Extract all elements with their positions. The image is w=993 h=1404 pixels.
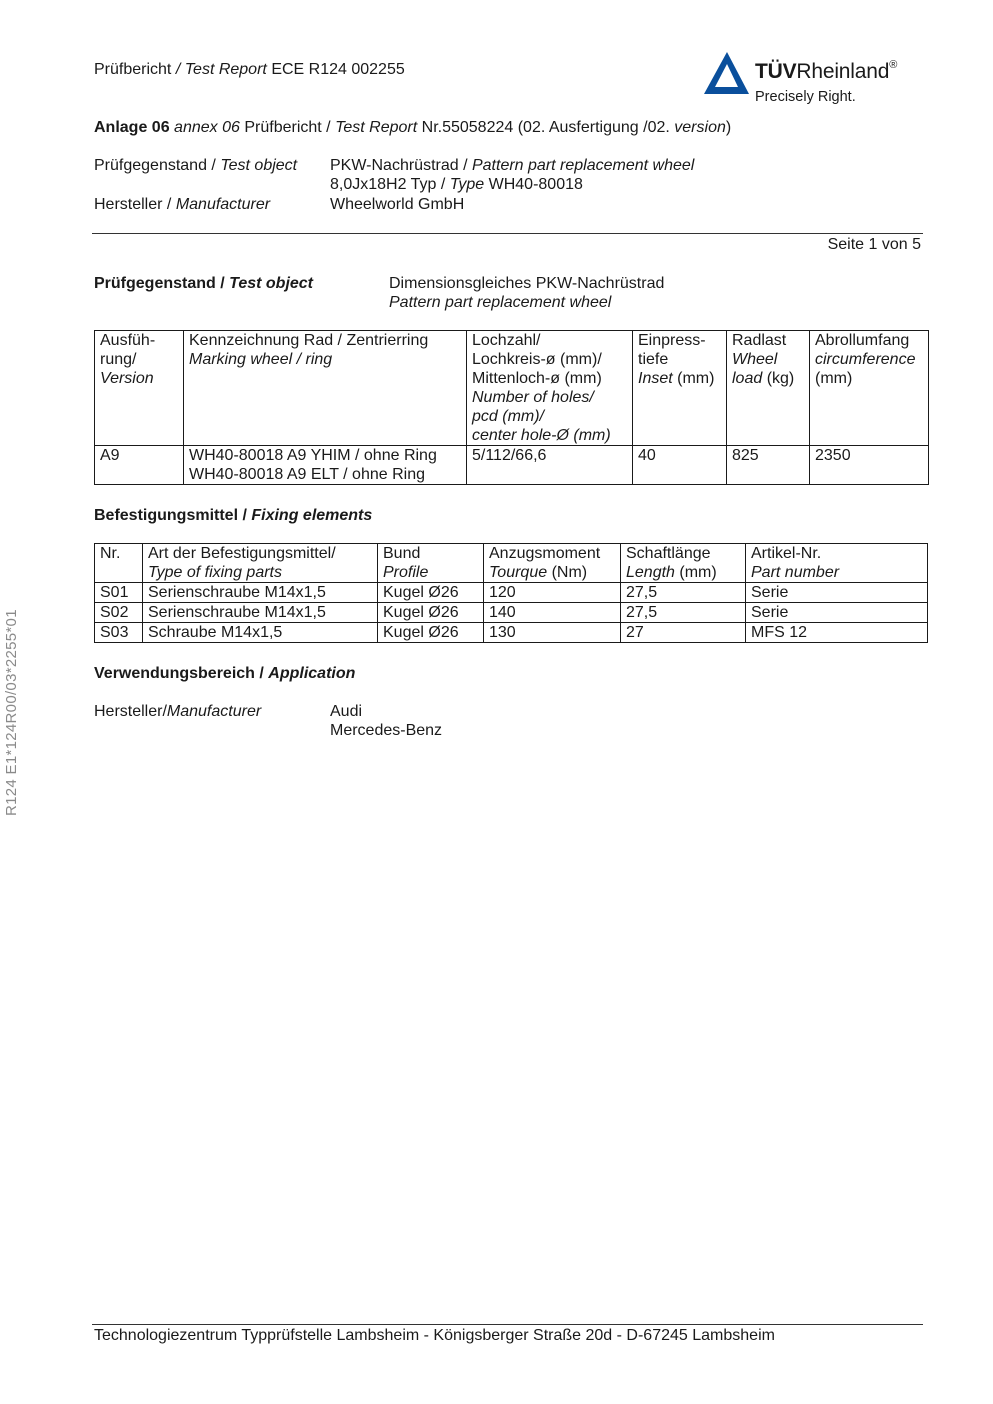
cell-length: 27,5 xyxy=(621,603,746,623)
col-header-length xyxy=(621,544,746,583)
cell-profile: Kugel Ø26 xyxy=(378,583,484,603)
test-object-label-de: Prüfgegenstand / xyxy=(94,157,216,174)
col-header-load-unit: (kg) xyxy=(766,370,795,387)
col-header-part-en: Part number xyxy=(751,564,840,581)
report-separator: / xyxy=(175,61,181,78)
col-header-holes-de3: Mittenloch-ø (mm) xyxy=(472,370,602,387)
col-header-length-en: Length xyxy=(626,564,675,581)
col-header-holes-en3: center hole-Ø (mm) xyxy=(472,427,611,444)
table-row xyxy=(95,603,928,623)
tuv-triangle-icon xyxy=(703,50,751,96)
fixing-table xyxy=(94,543,928,643)
col-header-holes-de1: Lochzahl/ xyxy=(472,332,541,349)
col-header-type xyxy=(143,544,378,583)
wheel-table-header-row xyxy=(95,331,929,446)
col-header-part xyxy=(746,544,928,583)
fixing-table-header-row xyxy=(95,544,928,583)
cell-nr: S01 xyxy=(95,583,143,603)
col-header-inset xyxy=(633,331,727,446)
cell-type: Serienschraube M14x1,5 xyxy=(143,603,378,623)
cell-torque: 140 xyxy=(484,603,621,623)
col-header-circumference xyxy=(810,331,929,446)
test-object-heading xyxy=(94,274,313,293)
list-item: Mercedes-Benz xyxy=(330,722,443,739)
footer-divider xyxy=(92,1324,923,1325)
cell-marking-line1: WH40-80018 A9 YHIM / ohne Ring xyxy=(189,447,437,464)
col-header-circumference-unit: (mm) xyxy=(815,370,853,387)
col-header-load-en1: Wheel xyxy=(732,351,778,368)
test-object-heading-de: Prüfgegenstand / xyxy=(94,275,225,292)
cell-circumference: 2350 xyxy=(810,446,929,485)
col-header-nr: Nr. xyxy=(95,544,143,583)
col-header-load xyxy=(727,331,810,446)
cell-type: Schraube M14x1,5 xyxy=(143,623,378,643)
annex-report-en: Test Report xyxy=(335,119,418,136)
col-header-inset-unit: (mm) xyxy=(677,370,715,387)
annex-report-de: Prüfbericht / xyxy=(244,119,331,136)
test-object-spec-en: Type xyxy=(449,176,485,193)
col-header-circumference-de: Abrollumfang xyxy=(815,332,910,349)
application-manufacturer-label xyxy=(94,702,261,721)
col-header-profile xyxy=(378,544,484,583)
col-header-version-en: Version xyxy=(100,370,154,387)
annex-label: Anlage 06 xyxy=(94,119,170,136)
cell-inset: 40 xyxy=(633,446,727,485)
test-object-value-de: PKW-Nachrüstrad / xyxy=(330,157,468,174)
report-label-de: Prüfbericht xyxy=(94,61,172,78)
annex-close: ) xyxy=(725,119,732,136)
logo-registered-mark: ® xyxy=(889,59,898,71)
test-object-desc-de: Dimensionsgleiches PKW-Nachrüstrad xyxy=(389,275,665,292)
cell-part: MFS 12 xyxy=(746,623,928,643)
logo-tagline: Precisely Right. xyxy=(755,89,856,105)
list-item: Audi xyxy=(330,703,363,720)
logo-brand xyxy=(755,60,897,84)
wheel-table xyxy=(94,330,929,485)
test-object-description xyxy=(389,274,664,312)
col-header-holes-de2: Lochkreis-ø (mm)/ xyxy=(472,351,602,368)
application-heading-en: Application xyxy=(268,665,356,682)
cell-marking-line2: WH40-80018 A9 ELT / ohne Ring xyxy=(189,466,425,483)
col-header-length-de: Schaftlänge xyxy=(626,545,711,562)
col-header-torque-de: Anzugsmoment xyxy=(489,545,601,562)
cell-part: Serie xyxy=(746,603,928,623)
cell-holes: 5/112/66,6 xyxy=(467,446,633,485)
cell-profile: Kugel Ø26 xyxy=(378,603,484,623)
side-approval-mark-text: R124 E1*124R00/03*2255*01 xyxy=(3,609,20,816)
footer-address: Technologiezentrum Typprüfstelle Lambsheim - Königsberger Straße 20d - D-67245 Lambsheim xyxy=(94,1327,775,1344)
test-object-heading-en: Test object xyxy=(229,275,314,292)
test-object-spec-de: 8,0Jx18H2 Typ / xyxy=(330,176,446,193)
cell-torque: 130 xyxy=(484,623,621,643)
col-header-version-de2: rung/ xyxy=(100,351,137,368)
col-header-length-unit: (mm) xyxy=(679,564,717,581)
col-header-torque xyxy=(484,544,621,583)
col-header-torque-en: Tourque xyxy=(489,564,548,581)
col-header-inset-de2: tiefe xyxy=(638,351,669,368)
cell-type: Serienschraube M14x1,5 xyxy=(143,583,378,603)
application-label-en: Manufacturer xyxy=(166,703,262,720)
col-header-marking xyxy=(184,331,467,446)
col-header-inset-en: Inset xyxy=(638,370,673,387)
application-manufacturer-list xyxy=(330,702,442,740)
cell-length: 27,5 xyxy=(621,583,746,603)
col-header-type-de: Art der Befestigungsmittel/ xyxy=(148,545,336,562)
test-object-value-en: Pattern part replacement wheel xyxy=(471,157,695,174)
col-header-holes xyxy=(467,331,633,446)
col-header-circumference-en: circumference xyxy=(815,351,916,368)
annex-label-en: annex 06 xyxy=(174,119,240,136)
cell-marking xyxy=(184,446,467,485)
annex-report-nr: Nr.55058224 (02. Ausfertigung /02. xyxy=(421,119,670,136)
col-header-holes-en2: pcd (mm)/ xyxy=(472,408,544,425)
cell-part: Serie xyxy=(746,583,928,603)
col-header-marking-en: Marking wheel / ring xyxy=(189,351,333,368)
manufacturer-label xyxy=(94,195,270,214)
cell-version: A9 xyxy=(95,446,184,485)
cell-nr: S02 xyxy=(95,603,143,623)
col-header-version xyxy=(95,331,184,446)
col-header-holes-en1: Number of holes/ xyxy=(472,389,594,406)
test-object-spec-value: WH40-80018 xyxy=(488,176,583,193)
cell-length: 27 xyxy=(621,623,746,643)
col-header-type-en: Type of fixing parts xyxy=(148,564,282,581)
col-header-load-en2: load xyxy=(732,370,763,387)
manufacturer-value: Wheelworld GmbH xyxy=(330,196,465,213)
logo-brand-bold: TÜV xyxy=(755,60,797,83)
table-row xyxy=(95,446,929,485)
col-header-version-de1: Ausfüh- xyxy=(100,332,156,349)
logo-brand-regular: Rheinland xyxy=(796,60,890,83)
col-header-inset-de1: Einpress- xyxy=(638,332,706,349)
header-divider xyxy=(92,233,923,234)
cell-profile: Kugel Ø26 xyxy=(378,623,484,643)
manufacturer-label-en: Manufacturer xyxy=(175,196,271,213)
annex-version-en: version xyxy=(674,119,726,136)
test-object-desc-en: Pattern part replacement wheel xyxy=(389,294,612,311)
page-number: Seite 1 von 5 xyxy=(827,236,921,253)
annex-line xyxy=(94,118,731,137)
test-object-label-en: Test object xyxy=(220,157,298,174)
test-object-label xyxy=(94,156,297,175)
test-object-spec xyxy=(330,175,583,194)
col-header-marking-de: Kennzeichnung Rad / Zentrierring xyxy=(189,332,429,349)
report-label-en: Test Report xyxy=(184,61,267,78)
fixing-heading xyxy=(94,506,372,525)
side-approval-mark xyxy=(2,609,24,1046)
cell-torque: 120 xyxy=(484,583,621,603)
fixing-heading-de: Befestigungsmittel / xyxy=(94,507,247,524)
table-row xyxy=(95,623,928,643)
col-header-profile-de: Bund xyxy=(383,545,421,562)
application-heading-de: Verwendungsbereich / xyxy=(94,665,264,682)
test-object-value xyxy=(330,156,694,175)
col-header-torque-unit: (Nm) xyxy=(551,564,588,581)
table-row xyxy=(95,583,928,603)
fixing-heading-en: Fixing elements xyxy=(251,507,373,524)
col-header-load-de: Radlast xyxy=(732,332,787,349)
report-id: ECE R124 002255 xyxy=(271,61,405,78)
manufacturer-label-de: Hersteller / xyxy=(94,196,172,213)
tuv-logo xyxy=(703,50,933,112)
cell-load: 825 xyxy=(727,446,810,485)
cell-nr: S03 xyxy=(95,623,143,643)
col-header-part-de: Artikel-Nr. xyxy=(751,545,822,562)
report-header xyxy=(94,60,405,79)
col-header-profile-en: Profile xyxy=(383,564,429,581)
application-heading xyxy=(94,664,355,683)
application-label-de: Hersteller/ xyxy=(94,703,167,720)
